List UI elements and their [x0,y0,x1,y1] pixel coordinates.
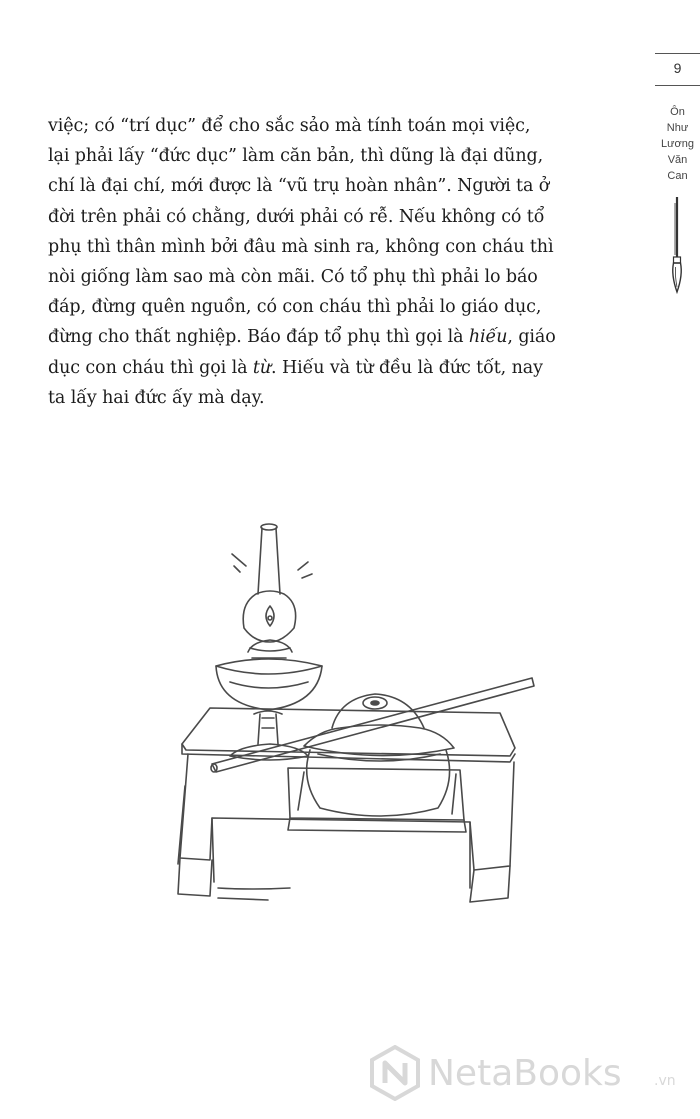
text-line: đáp, đừng quên nguồn, có con cháu thì phải lo giáo dục, [48,297,542,318]
text-line: nòi giống làm sao mà còn mãi. Có tổ phụ thì phải lo báo [48,266,538,287]
running-title-word: Can [667,170,688,182]
text-segment: đừng cho thất nghiệp. Báo đáp tổ phụ thì gọi là [48,327,469,348]
running-title-word: Văn [667,154,688,166]
netabooks-logo-icon [368,1045,422,1101]
running-title-word: Lương [661,138,694,150]
netabooks-watermark [368,1045,698,1105]
text-line: phụ thì thân mình bởi đâu mà sinh ra, không con cháu thì [48,236,554,257]
watermark-brand: NetaBooks [428,1053,622,1094]
text-segment: dục con cháu thì gọi là [48,357,253,378]
body-text [48,111,633,413]
italic-term: hiếu [468,327,508,348]
text-line: lại phải lấy “đức dục” làm căn bản, thì dũng là đại dũng, [48,146,544,167]
header-rule-top [655,53,700,54]
running-title-word: Ôn [670,106,685,118]
oil-lamp-and-pot-illustration [170,518,550,920]
text-line: đời trên phải có chằng, dưới phải có rễ. Nếu không có tổ [48,206,545,227]
header-rule-bottom [655,85,700,86]
text-line: việc; có “trí dục” để cho sắc sảo mà tính toán mọi việc, [48,116,531,136]
italic-term: từ [252,357,272,378]
text-segment: , giáo [507,327,556,348]
brush-icon [665,195,689,295]
running-title-word: Như [666,122,689,134]
text-line: chí là đại chí, mới được là “vũ trụ hoàn nhân”. Người ta ở [48,176,550,197]
text-line [48,353,633,383]
text-line: ta lấy hai đức ấy mà dạy. [48,387,265,408]
page-number: 9 [673,60,682,76]
text-segment: . Hiếu và từ đều là đức tốt, nay [271,357,543,378]
text-line [48,322,633,352]
watermark-suffix: .vn [654,1073,676,1089]
running-title [655,104,700,184]
